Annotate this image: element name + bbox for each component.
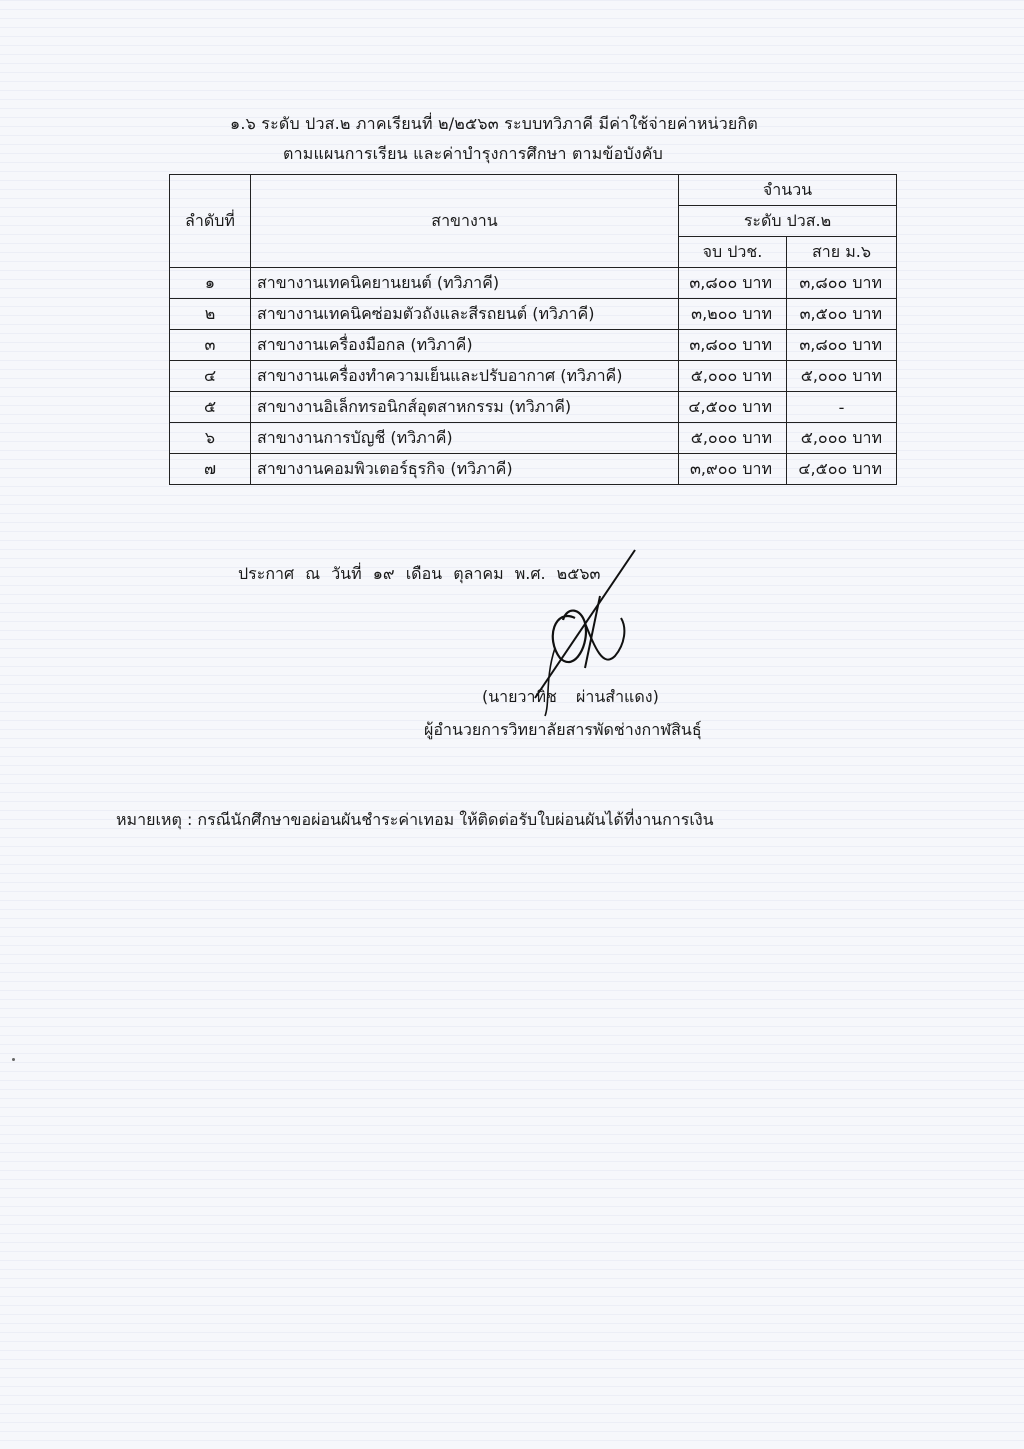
row-fee-a: ๕,๐๐๐ บาท bbox=[679, 361, 787, 392]
signatory-position: ผู้อำนวยการวิทยาลัยสารพัดช่างกาฬสินธุ์ bbox=[424, 720, 702, 739]
row-program: สาขางานเครื่องทำความเย็นและปรับอากาศ (ทวิภาคี) bbox=[251, 361, 679, 392]
header-amount: จำนวน bbox=[679, 175, 897, 206]
row-fee-a: ๓,๘๐๐ บาท bbox=[679, 268, 787, 299]
header-level: ระดับ ปวส.๒ bbox=[679, 206, 897, 237]
table-row bbox=[170, 454, 897, 485]
header-col-a: จบ ปวช. bbox=[679, 237, 787, 268]
row-no: ๔ bbox=[170, 361, 251, 392]
row-no: ๖ bbox=[170, 423, 251, 454]
row-fee-b: ๓,๘๐๐ บาท bbox=[787, 268, 897, 299]
row-program: สาขางานคอมพิวเตอร์ธุรกิจ (ทวิภาคี) bbox=[251, 454, 679, 485]
row-fee-b: ๕,๐๐๐ บาท bbox=[787, 423, 897, 454]
fee-table bbox=[169, 174, 897, 485]
note-text: หมายเหตุ : กรณีนักศึกษาขอผ่อนผันชำระค่าเทอม ให้ติดต่อรับใบผ่อนผันได้ที่งานการเงิน bbox=[116, 810, 714, 829]
row-no: ๑ bbox=[170, 268, 251, 299]
scan-speck bbox=[12, 1058, 15, 1061]
row-no: ๒ bbox=[170, 299, 251, 330]
table-row bbox=[170, 361, 897, 392]
row-fee-a: ๓,๙๐๐ บาท bbox=[679, 454, 787, 485]
row-program: สาขางานอิเล็กทรอนิกส์อุตสาหกรรม (ทวิภาคี) bbox=[251, 392, 679, 423]
heading-line-1: ๑.๖ ระดับ ปวส.๒ ภาคเรียนที่ ๒/๒๕๖๓ ระบบทวิภาคี มีค่าใช้จ่ายค่าหน่วยกิต bbox=[230, 114, 758, 133]
row-program: สาขางานเทคนิคยานยนต์ (ทวิภาคี) bbox=[251, 268, 679, 299]
row-fee-b: ๕,๐๐๐ บาท bbox=[787, 361, 897, 392]
row-fee-a: ๓,๘๐๐ บาท bbox=[679, 330, 787, 361]
row-fee-a: ๕,๐๐๐ บาท bbox=[679, 423, 787, 454]
row-no: ๕ bbox=[170, 392, 251, 423]
signatory-name: (นายวาทิช ผ่านสำแดง) bbox=[482, 687, 659, 706]
header-no: ลำดับที่ bbox=[170, 175, 251, 268]
table-row bbox=[170, 392, 897, 423]
table-row bbox=[170, 423, 897, 454]
row-fee-a: ๔,๕๐๐ บาท bbox=[679, 392, 787, 423]
row-fee-b: ๔,๕๐๐ บาท bbox=[787, 454, 897, 485]
row-program: สาขางานการบัญชี (ทวิภาคี) bbox=[251, 423, 679, 454]
row-fee-b: ๓,๘๐๐ บาท bbox=[787, 330, 897, 361]
row-fee-a: ๓,๒๐๐ บาท bbox=[679, 299, 787, 330]
announcement-date: ประกาศ ณ วันที่ ๑๙ เดือน ตุลาคม พ.ศ. ๒๕๖๓ bbox=[238, 564, 601, 583]
heading-line-2: ตามแผนการเรียน และค่าบำรุงการศึกษา ตามข้อบังคับ bbox=[283, 144, 664, 163]
table-row bbox=[170, 299, 897, 330]
table-row bbox=[170, 330, 897, 361]
row-no: ๗ bbox=[170, 454, 251, 485]
header-col-b: สาย ม.๖ bbox=[787, 237, 897, 268]
table-row bbox=[170, 268, 897, 299]
row-program: สาขางานเทคนิคซ่อมตัวถังและสีรถยนต์ (ทวิภาคี) bbox=[251, 299, 679, 330]
header-program: สาขางาน bbox=[251, 175, 679, 268]
row-program: สาขางานเครื่องมือกล (ทวิภาคี) bbox=[251, 330, 679, 361]
row-fee-b: - bbox=[787, 392, 897, 423]
row-no: ๓ bbox=[170, 330, 251, 361]
row-fee-b: ๓,๕๐๐ บาท bbox=[787, 299, 897, 330]
